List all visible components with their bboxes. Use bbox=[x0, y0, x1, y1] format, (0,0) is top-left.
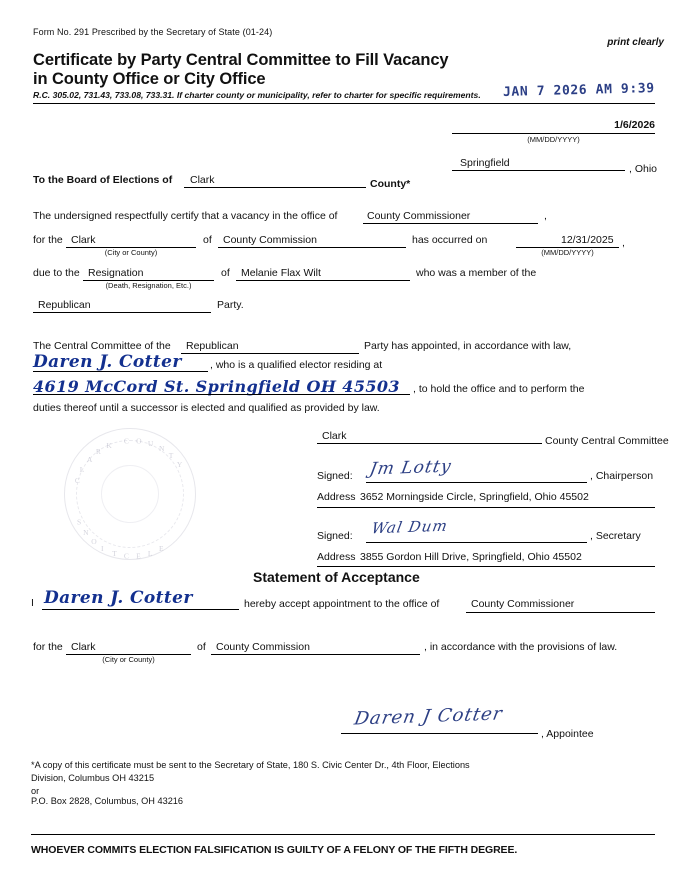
former-member-value: Melanie Flax Wilt bbox=[241, 267, 321, 279]
document-title-line-1: Certificate by Party Central Committee to Fill Vacancy bbox=[33, 51, 449, 69]
appointee-name-rule bbox=[33, 371, 208, 372]
has-occurred-label: has occurred on bbox=[412, 234, 488, 246]
date-caption: (MM/DD/YYYY) bbox=[527, 135, 580, 144]
chair-signature-rule bbox=[366, 482, 587, 483]
acceptance-of-value: County Commission bbox=[216, 641, 310, 653]
acceptance-for-caption: (City or County) bbox=[102, 655, 155, 664]
committee-county-rule bbox=[317, 443, 542, 444]
occurred-date-caption: (MM/DD/YYYY) bbox=[541, 248, 594, 257]
city-rule bbox=[452, 170, 625, 171]
secretary-address-label: Address bbox=[317, 551, 356, 563]
for-city-county-value: Clark bbox=[71, 234, 96, 246]
county-label: County* bbox=[370, 178, 411, 190]
acceptance-office-rule bbox=[466, 612, 655, 613]
secretary-label: , Secretary bbox=[590, 530, 641, 542]
form-number: Form No. 291 Prescribed by the Secretary of State (01-24) bbox=[33, 27, 273, 37]
committee-county-value: Clark bbox=[322, 430, 347, 442]
for-the-label: for the bbox=[33, 234, 63, 246]
acceptance-for-value: Clark bbox=[71, 641, 96, 653]
received-date-stamp: JAN 7 2026 AM 9:39 bbox=[502, 81, 655, 100]
seal-text: C L A R K C O U N T Y E L E C T I O N S bbox=[74, 436, 184, 561]
former-member-rule bbox=[236, 280, 410, 281]
date-rule bbox=[452, 133, 655, 134]
chair-address-value: 3652 Morningside Circle, Springfield, Ohio 45502 bbox=[360, 491, 589, 503]
of-body-value: County Commission bbox=[223, 234, 317, 246]
appointee-address-handwritten: 4619 McCord St. Springfield OH 45503 bbox=[33, 377, 400, 396]
due-reason-caption: (Death, Resignation, Etc.) bbox=[105, 281, 192, 290]
appointee-label: , Appointee bbox=[541, 728, 594, 740]
acceptance-of-label: of bbox=[197, 641, 206, 653]
statement-of-acceptance-heading: Statement of Acceptance bbox=[253, 569, 420, 585]
of-label-1: of bbox=[203, 234, 212, 246]
committee-party-rule bbox=[181, 353, 359, 354]
footer-divider bbox=[31, 834, 655, 835]
party-rule bbox=[33, 312, 211, 313]
date-value: 1/6/2026 bbox=[614, 119, 655, 131]
appointee-signature: Daren J Cotter bbox=[352, 703, 505, 730]
vacancy-office-value: County Commissioner bbox=[367, 210, 471, 222]
of-label-2: of bbox=[221, 267, 230, 279]
occurred-suffix: , bbox=[622, 237, 625, 249]
official-seal-watermark bbox=[64, 428, 196, 560]
chairperson-signature: Jm Lotty bbox=[367, 456, 454, 480]
member-of-the-label: who was a member of the bbox=[416, 267, 537, 279]
rc-citation: R.C. 305.02, 731.43, 733.08, 733.31. If charter county or municipality, refer to charter for specific requirements. bbox=[33, 90, 481, 100]
appointee-name-handwritten: Daren J. Cotter bbox=[33, 352, 182, 372]
duties-thereof-text: duties thereof until a successor is elected and qualified as provided by law. bbox=[33, 402, 380, 414]
acceptance-i-label: I bbox=[31, 597, 34, 609]
document-title-line-2: in County Office or City Office bbox=[33, 70, 266, 88]
chair-signed-label: Signed: bbox=[317, 470, 353, 482]
ohio-label: , Ohio bbox=[629, 163, 658, 175]
acceptance-accordance-text: , in accordance with the provisions of law. bbox=[424, 641, 618, 653]
footnote-line-4: P.O. Box 2828, Columbus, OH 43216 bbox=[31, 796, 184, 806]
certify-line-prefix: The undersigned respectfully certify that a vacancy in the office of bbox=[33, 210, 338, 222]
chairperson-label: , Chairperson bbox=[590, 470, 654, 482]
footnote-line-2: Division, Columbus OH 43215 bbox=[31, 773, 155, 783]
secretary-address-value: 3855 Gordon Hill Drive, Springfield, Ohio 45502 bbox=[360, 551, 582, 563]
acceptance-name-handwritten: Daren J. Cotter bbox=[44, 588, 193, 608]
footnote-line-1: *A copy of this certificate must be sent to the Secretary of State, 180 S. Civic Center Dr., 4th Floor, Elections bbox=[31, 760, 470, 770]
header-divider bbox=[33, 103, 655, 104]
acceptance-for-label: for the bbox=[33, 641, 63, 653]
acceptance-name-rule bbox=[42, 609, 239, 610]
central-committee-prefix: The Central Committee of the bbox=[33, 340, 171, 352]
secretary-signature-rule bbox=[366, 542, 587, 543]
due-reason-value: Resignation bbox=[88, 267, 144, 279]
appointee-signature-rule bbox=[341, 733, 538, 734]
of-body-rule bbox=[218, 247, 406, 248]
chair-address-label: Address bbox=[317, 491, 356, 503]
vacancy-office-rule bbox=[363, 223, 538, 224]
board-county-rule bbox=[184, 187, 366, 188]
qualified-elector-text: , who is a qualified elector residing at bbox=[210, 359, 383, 371]
felony-warning: WHOEVER COMMITS ELECTION FALSIFICATION IS GUILTY OF A FELONY OF THE FIFTH DEGREE. bbox=[31, 844, 518, 856]
acceptance-of-rule bbox=[211, 654, 420, 655]
secretary-address-rule bbox=[317, 566, 655, 567]
footnote-line-3: or bbox=[31, 786, 40, 796]
party-value: Republican bbox=[38, 299, 91, 311]
board-county-value: Clark bbox=[190, 174, 215, 186]
party-label: Party. bbox=[217, 299, 244, 311]
for-city-county-caption: (City or County) bbox=[104, 248, 158, 257]
board-of-elections-label: To the Board of Elections of bbox=[33, 174, 173, 186]
acceptance-accept-text: hereby accept appointment to the office of bbox=[244, 598, 440, 610]
acceptance-office-value: County Commissioner bbox=[471, 598, 575, 610]
committee-party-value: Republican bbox=[186, 340, 239, 352]
due-to-the-label: due to the bbox=[33, 267, 80, 279]
certify-line-suffix: , bbox=[544, 210, 547, 222]
occurred-date-value: 12/31/2025 bbox=[561, 234, 614, 246]
chair-address-rule bbox=[317, 507, 655, 508]
appointee-address-rule bbox=[33, 394, 410, 395]
secretary-signature: Wal Dum bbox=[370, 516, 450, 538]
print-clearly-note: print clearly bbox=[607, 37, 664, 48]
central-committee-suffix: Party has appointed, in accordance with law, bbox=[364, 340, 572, 352]
city-value: Springfield bbox=[460, 157, 510, 169]
secretary-signed-label: Signed: bbox=[317, 530, 353, 542]
committee-county-label: County Central Committee bbox=[545, 435, 669, 447]
hold-office-text: , to hold the office and to perform the bbox=[413, 383, 585, 395]
